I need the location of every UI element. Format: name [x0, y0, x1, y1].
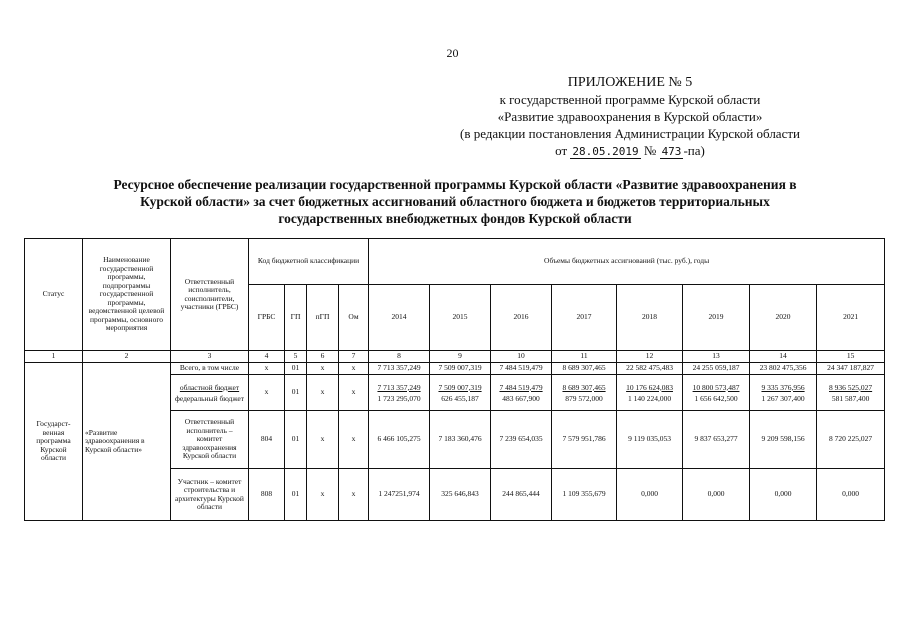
- header-executor: Ответственный исполнитель, соисполнители, участники (ГРБС): [171, 239, 249, 351]
- value-cell: 23 802 475,356: [750, 363, 817, 375]
- status-cell: Государст-венная программа Курской области: [25, 363, 83, 521]
- column-number: 13: [683, 351, 750, 363]
- header-year: 2015: [430, 285, 491, 351]
- date-prefix: от: [555, 143, 568, 158]
- executor-cell: [171, 375, 249, 411]
- value-cell: 0,000: [683, 469, 750, 521]
- pgp-cell: х: [307, 363, 339, 375]
- regional-value: 8 689 307,465: [562, 382, 606, 392]
- column-number: 7: [339, 351, 369, 363]
- budget-table: [24, 238, 885, 521]
- header-year: 2017: [552, 285, 617, 351]
- value-cell: 9 119 035,053: [617, 411, 683, 469]
- value-cell: 8 689 307,465: [552, 363, 617, 375]
- appendix-line-2: «Развитие здравоохранения в Курской области»: [497, 109, 763, 124]
- value-cell: 7 183 360,476: [430, 411, 491, 469]
- appendix-line-1: к государственной программе Курской области: [499, 92, 761, 107]
- federal-value: 1 656 642,500: [694, 393, 738, 403]
- federal-value: 1 140 224,000: [627, 393, 672, 403]
- value-cell: [750, 375, 817, 411]
- column-number: 5: [285, 351, 307, 363]
- decree-number: 473: [661, 145, 682, 158]
- gp-cell: 01: [285, 469, 307, 521]
- value-cell: 0,000: [750, 469, 817, 521]
- grbs-cell: 804: [249, 411, 285, 469]
- grbs-cell: х: [249, 375, 285, 411]
- value-cell: [617, 375, 683, 411]
- header-year: 2018: [617, 285, 683, 351]
- header-status: Статус: [25, 239, 83, 351]
- header-year: 2019: [683, 285, 750, 351]
- value-cell: 7 239 654,035: [491, 411, 552, 469]
- regional-value: 10 800 573,487: [692, 382, 740, 392]
- value-cell: [817, 375, 885, 411]
- page-number: 20: [446, 46, 459, 60]
- appendix-date-line: [430, 142, 830, 160]
- executor-cell: Ответственный исполнитель – комитет здравоохранения Курской области: [171, 411, 249, 469]
- header-name: Наименование государственной программы, подпрограммы государственной программы, ведомственной целевой программы, основного мероприятия: [83, 239, 171, 351]
- header-budget-code: Код бюджетной классификации: [249, 239, 369, 285]
- value-cell: 1 109 355,679: [552, 469, 617, 521]
- program-name-cell: «Развитие здравоохранения в Курской области»: [83, 363, 171, 521]
- value-cell: 1 247251,974: [369, 469, 430, 521]
- value-cell: 7 713 357,249: [369, 363, 430, 375]
- grbs-cell: 808: [249, 469, 285, 521]
- value-cell: 6 466 105,275: [369, 411, 430, 469]
- om-cell: х: [339, 363, 369, 375]
- column-number: 14: [750, 351, 817, 363]
- federal-value: 581 587,400: [831, 393, 870, 403]
- value-cell: 7 579 951,786: [552, 411, 617, 469]
- column-number: 3: [171, 351, 249, 363]
- header-row-1: [25, 239, 885, 285]
- executor-cell: Участник – комитет строительства и архитектуры Курской области: [171, 469, 249, 521]
- executor-federal-budget: федеральный бюджет: [174, 393, 245, 403]
- number-suffix: -па): [683, 143, 705, 158]
- executor-cell: Всего, в том числе: [171, 363, 249, 375]
- pgp-cell: х: [307, 411, 339, 469]
- appendix-block: [430, 74, 830, 160]
- column-number: 9: [430, 351, 491, 363]
- pgp-cell: х: [307, 469, 339, 521]
- column-number-row: [25, 351, 885, 363]
- pgp-cell: х: [307, 375, 339, 411]
- om-cell: х: [339, 411, 369, 469]
- value-cell: 24 347 187,827: [817, 363, 885, 375]
- appendix-line-3: (в редакции постановления Администрации Курской области: [459, 126, 800, 141]
- om-cell: х: [339, 375, 369, 411]
- om-cell: х: [339, 469, 369, 521]
- value-cell: 24 255 059,187: [683, 363, 750, 375]
- value-cell: [491, 375, 552, 411]
- header-grbs: ГРБС: [249, 285, 285, 351]
- header-year: 2014: [369, 285, 430, 351]
- value-cell: 0,000: [817, 469, 885, 521]
- federal-value: 879 572,000: [565, 393, 603, 403]
- regional-value: 10 176 624,083: [626, 382, 673, 392]
- gp-cell: 01: [285, 375, 307, 411]
- value-cell: [369, 375, 430, 411]
- column-number: 1: [25, 351, 83, 363]
- column-number: 12: [617, 351, 683, 363]
- gp-cell: 01: [285, 411, 307, 469]
- federal-value: 483 667,900: [502, 393, 540, 403]
- regional-value: 9 335 376,956: [761, 382, 805, 392]
- header-volumes: Объемы бюджетных ассигнований (тыс. руб.), годы: [369, 239, 885, 285]
- value-cell: 244 865,444: [491, 469, 552, 521]
- value-cell: 9 209 598,156: [750, 411, 817, 469]
- value-cell: [430, 375, 491, 411]
- header-year: 2021: [817, 285, 885, 351]
- heading-line-3: государственных внебюджетных фондов Курской области: [278, 211, 632, 226]
- federal-value: 1 267 307,400: [761, 393, 805, 403]
- value-cell: 7 509 007,319: [430, 363, 491, 375]
- executor-regional-budget: областной бюджет: [179, 382, 240, 392]
- column-number: 11: [552, 351, 617, 363]
- value-cell: 7 484 519,479: [491, 363, 552, 375]
- value-cell: [552, 375, 617, 411]
- grbs-cell: х: [249, 363, 285, 375]
- header-om: Ом: [339, 285, 369, 351]
- value-cell: [683, 375, 750, 411]
- column-number: 4: [249, 351, 285, 363]
- column-number: 6: [307, 351, 339, 363]
- column-number: 15: [817, 351, 885, 363]
- header-year: 2020: [750, 285, 817, 351]
- value-cell: 22 582 475,483: [617, 363, 683, 375]
- heading-line-1: Ресурсное обеспечение реализации государственной программы Курской области «Развитие здравоохранения в: [113, 177, 797, 192]
- appendix-title: ПРИЛОЖЕНИЕ № 5: [567, 75, 693, 90]
- regional-value: 7 713 357,249: [377, 382, 421, 392]
- regional-value: 8 936 525,027: [829, 382, 873, 392]
- table-row-total: [25, 363, 885, 375]
- federal-value: 1 723 295,070: [377, 393, 421, 403]
- column-number: 2: [83, 351, 171, 363]
- column-number: 10: [491, 351, 552, 363]
- column-number: 8: [369, 351, 430, 363]
- heading-line-2: Курской области» за счет бюджетных ассигнований областного бюджета и бюджетов территориальных: [140, 194, 770, 209]
- value-cell: 0,000: [617, 469, 683, 521]
- header-year: 2016: [491, 285, 552, 351]
- value-cell: 325 646,843: [430, 469, 491, 521]
- value-cell: 9 837 653,277: [683, 411, 750, 469]
- value-cell: 8 720 225,027: [817, 411, 885, 469]
- gp-cell: 01: [285, 363, 307, 375]
- federal-value: 626 455,187: [441, 393, 479, 403]
- header-gp: ГП: [285, 285, 307, 351]
- number-prefix: №: [643, 143, 657, 158]
- regional-value: 7 509 007,319: [438, 382, 482, 392]
- document-heading: [60, 176, 850, 227]
- regional-value: 7 484 519,479: [499, 382, 543, 392]
- decree-date: 28.05.2019: [572, 145, 639, 158]
- header-pgp: пГП: [307, 285, 339, 351]
